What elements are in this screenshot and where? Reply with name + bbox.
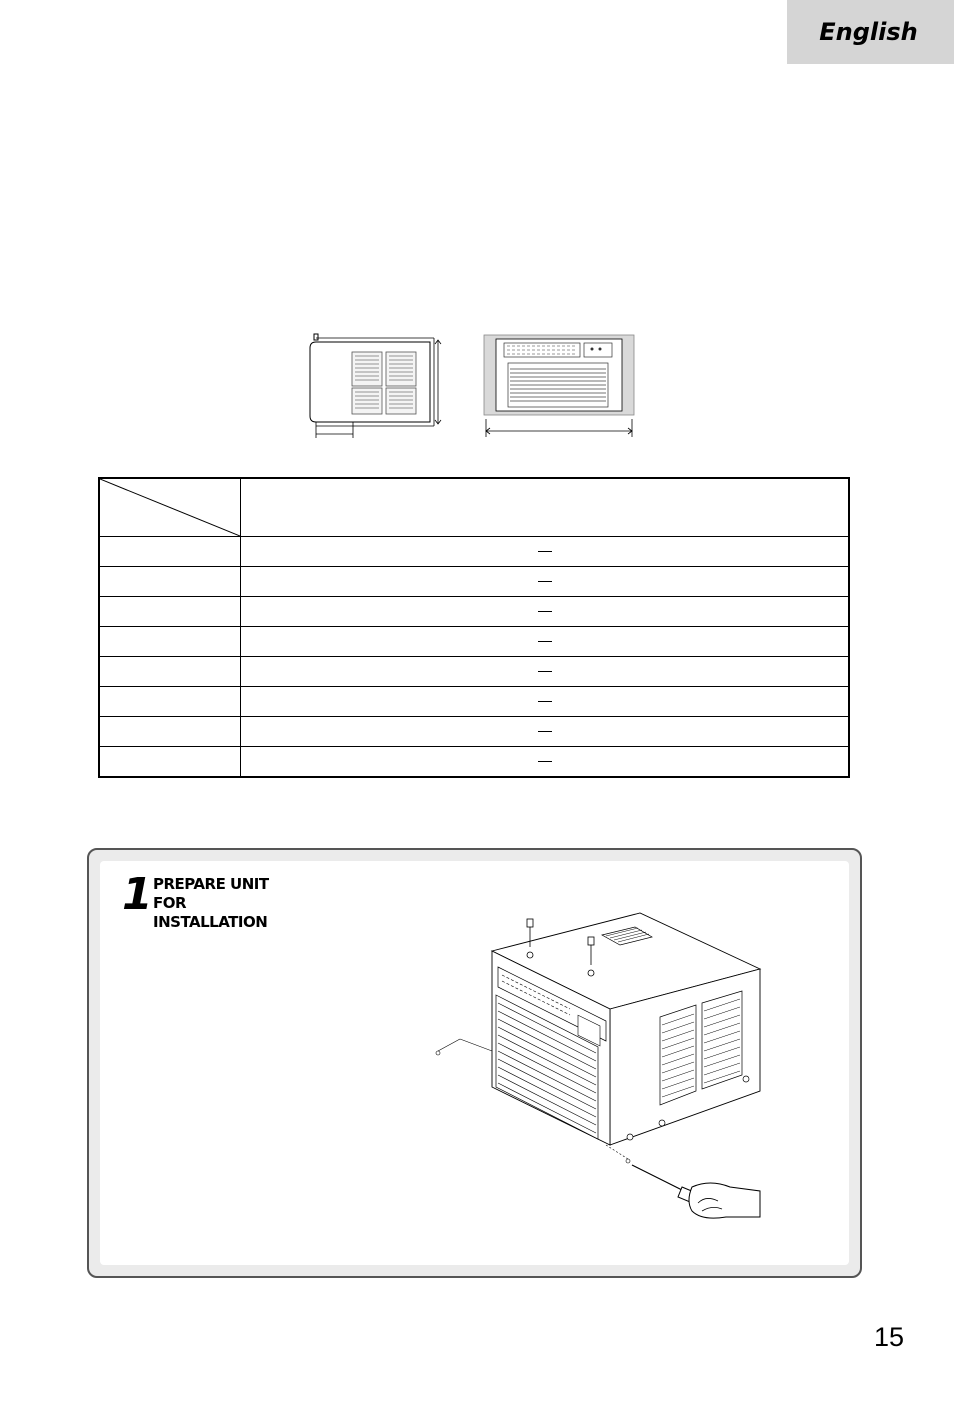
dimension-table	[98, 477, 850, 778]
unit-side-view-diagram	[300, 330, 450, 440]
table-row	[99, 597, 849, 627]
empty-value-dash	[538, 701, 552, 702]
table-row	[99, 537, 849, 567]
diagonal-divider	[100, 479, 240, 536]
step-number: 1	[122, 869, 151, 920]
language-label: English	[819, 18, 918, 46]
table-row	[99, 717, 849, 747]
unit-installation-illustration	[430, 891, 770, 1231]
step-1-content	[100, 861, 849, 1265]
table-corner-cell	[99, 478, 241, 537]
table-header-cell	[241, 478, 850, 537]
table-header-row	[99, 478, 849, 537]
empty-value-dash	[538, 731, 552, 732]
table-row	[99, 687, 849, 717]
table-row	[99, 567, 849, 597]
table-row	[99, 747, 849, 778]
step-title-line: PREPARE UNIT	[153, 875, 269, 893]
empty-value-dash	[538, 581, 552, 582]
table-row	[99, 657, 849, 687]
empty-value-dash	[538, 761, 552, 762]
table-row	[99, 627, 849, 657]
empty-value-dash	[538, 641, 552, 642]
step-title-line: FOR	[153, 894, 187, 912]
empty-value-dash	[538, 551, 552, 552]
empty-value-dash	[538, 671, 552, 672]
step-title	[153, 875, 269, 932]
step-1-panel	[87, 848, 862, 1278]
unit-front-view-diagram	[480, 333, 638, 441]
step-title-line: INSTALLATION	[153, 913, 268, 931]
language-tab	[787, 0, 954, 64]
empty-value-dash	[538, 611, 552, 612]
page-number: 15	[874, 1322, 905, 1352]
